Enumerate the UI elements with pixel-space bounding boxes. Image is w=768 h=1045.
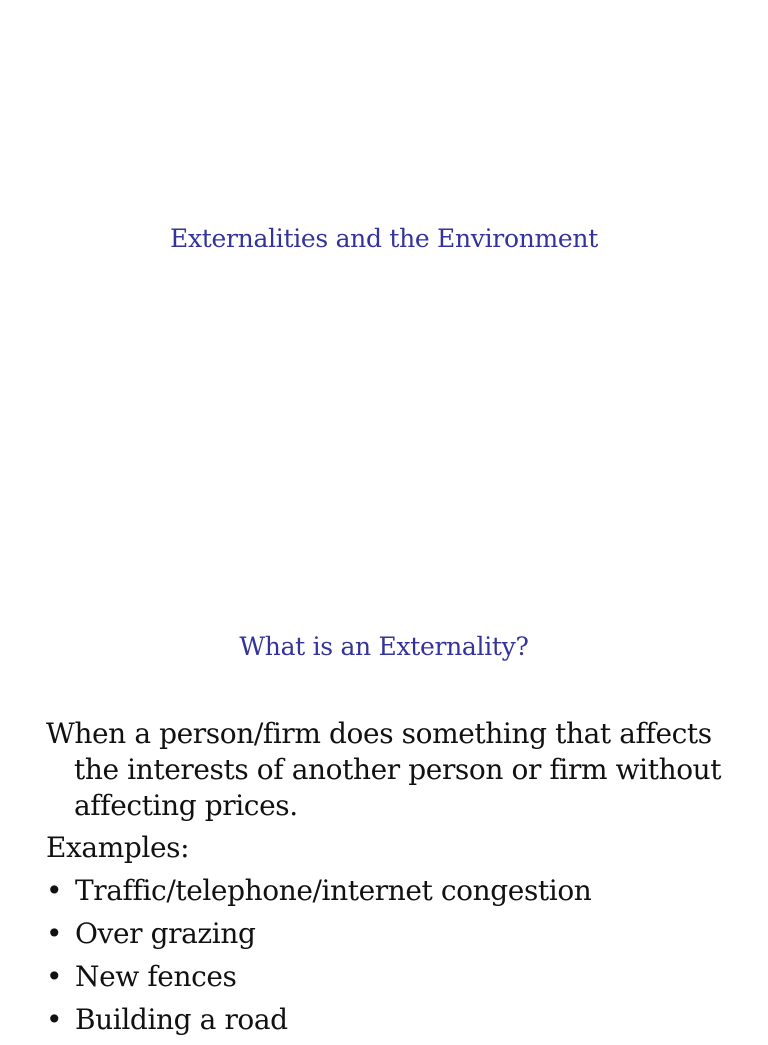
list-item-text: Building a road xyxy=(75,1003,288,1036)
list-item-text: Over grazing xyxy=(75,917,256,950)
list-item xyxy=(46,916,591,952)
list-item-text: New fences xyxy=(75,960,237,993)
slide-title: What is an Externality? xyxy=(239,632,529,661)
definition-paragraph: When a person/firm does something that affects the interests of another person or firm without affecting prices. xyxy=(46,717,722,822)
bullet-icon: • xyxy=(46,874,63,907)
bullet-icon: • xyxy=(46,960,63,993)
bullet-icon: • xyxy=(46,917,63,950)
list-item xyxy=(46,873,591,909)
list-item xyxy=(46,1002,591,1038)
examples-label: Examples: xyxy=(46,831,190,864)
list-item xyxy=(46,959,591,995)
list-item-text: Traffic/telephone/internet congestion xyxy=(75,874,592,907)
slide-1 xyxy=(0,224,768,253)
slide-title: Externalities and the Environment xyxy=(170,224,598,253)
examples-list xyxy=(46,873,591,1045)
slide-2-header xyxy=(0,632,768,661)
bullet-icon: • xyxy=(46,1003,63,1036)
